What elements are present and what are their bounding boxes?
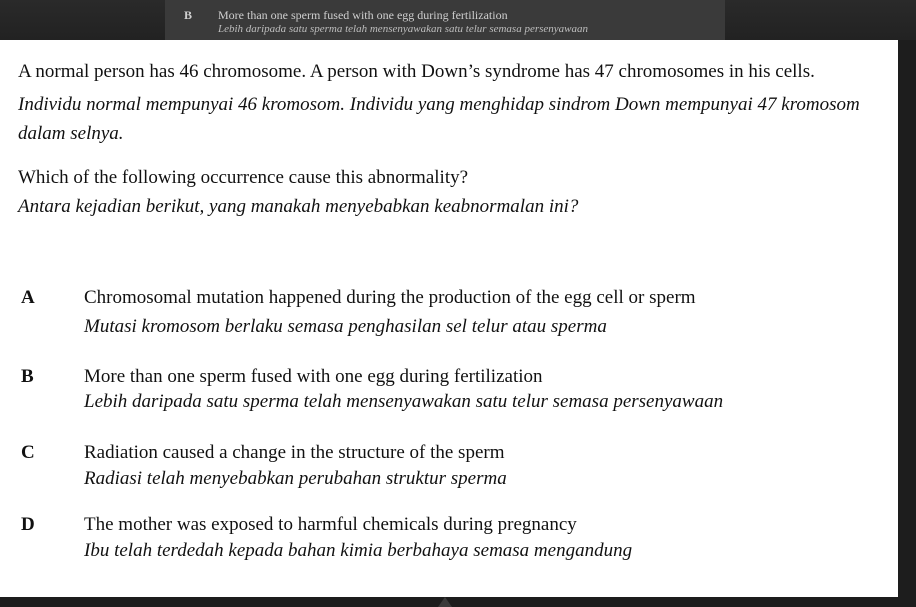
option-a-text-bm[interactable]: Mutasi kromosom berlaku semasa penghasilan sel telur atau sperma [84,316,607,337]
stem-malay: Individu normal mempunyai 46 kromosom. Individu yang menghidap sindrom Down mempunyai 47 kromosom dalam selnya. [18,94,860,144]
prompt-malay: Antara kejadian berikut, yang manakah menyebabkan keabnormalan ini? [18,196,579,217]
option-d-text-en[interactable]: The mother was exposed to harmful chemicals during pregnancy [84,514,577,535]
option-b-text-bm[interactable]: Lebih daripada satu sperma telah mensenyawakan satu telur semasa persenyawaan [84,391,724,412]
previous-option-letter: B [184,8,193,22]
previous-option-text-en: More than one sperm fused with one egg during fertilization [218,8,508,22]
option-c-letter[interactable]: C [21,442,35,463]
option-c-text-bm[interactable]: Radiasi telah menyebabkan perubahan struktur sperma [84,468,507,489]
option-d-letter[interactable]: D [21,514,35,535]
option-b-text-en[interactable]: More than one sperm fused with one egg during fertilization [84,366,543,387]
previous-option-text-bm: Lebih daripada satu sperma telah mensenyawakan satu telur semasa persenyawaan [218,23,588,35]
question-stem [18,57,878,221]
stem-english: A normal person has 46 chromosome. A person with Down’s syndrome has 47 chromosomes in his cells. [18,61,815,82]
option-b-letter[interactable]: B [21,366,34,387]
option-a-letter[interactable]: A [21,287,35,308]
prompt-english: Which of the following occurrence cause this abnormality? [18,167,469,188]
question-card [0,40,898,597]
option-d-text-bm[interactable]: Ibu telah terdedah kepada bahan kimia berbahaya semasa mengandung [84,540,633,561]
bottom-tab-marker [438,597,452,607]
option-c-text-en[interactable]: Radiation caused a change in the structure of the sperm [84,442,505,463]
option-a-text-en[interactable]: Chromosomal mutation happened during the production of the egg cell or sperm [84,287,696,308]
